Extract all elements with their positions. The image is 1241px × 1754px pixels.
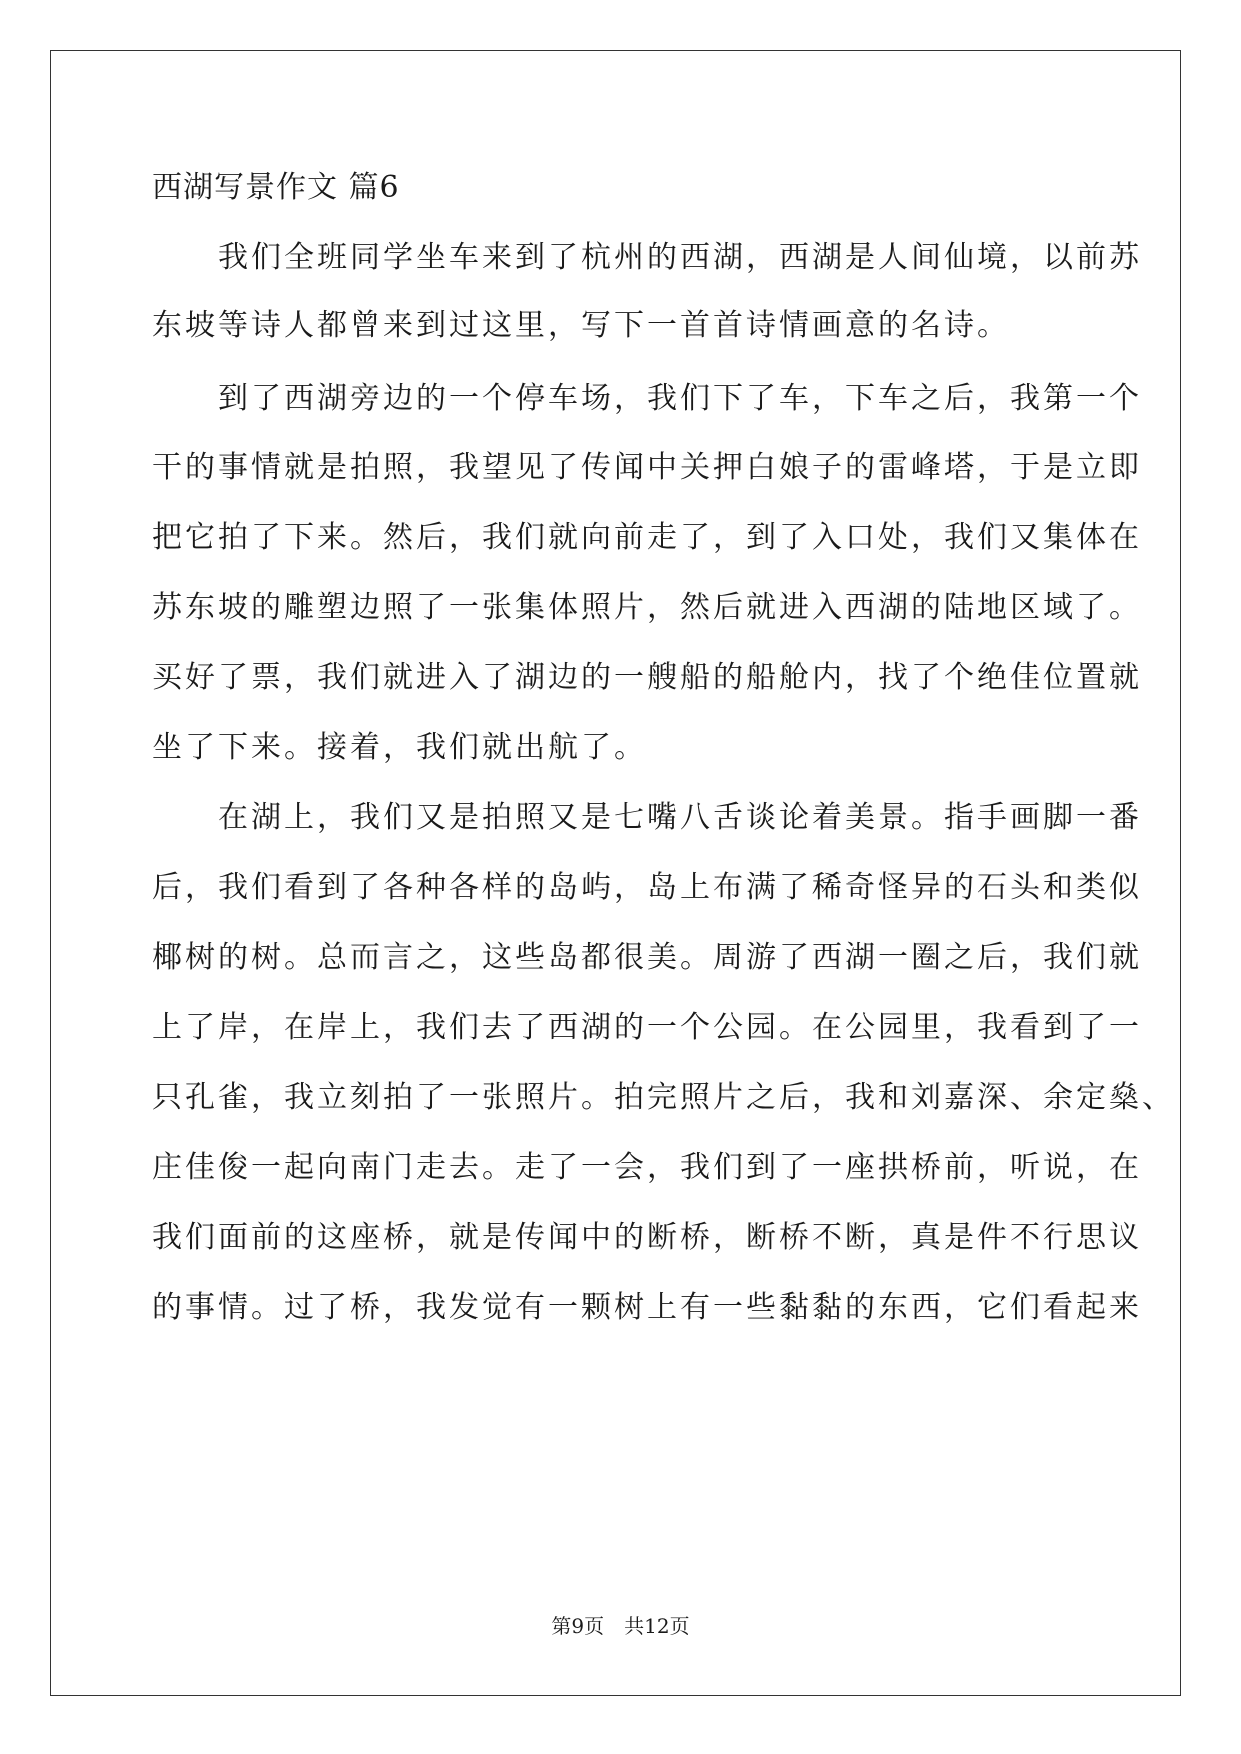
- text-line: 苏东坡的雕塑边照了一张集体照片，然后就进入西湖的陆地区域了。: [152, 590, 1142, 625]
- text-line: 把它拍了下来。然后，我们就向前走了，到了入口处，我们又集体在: [152, 520, 1142, 555]
- document-title: 西湖写景作文 篇6: [152, 170, 400, 205]
- text-line: 的事情。过了桥，我发觉有一颗树上有一些黏黏的东西，它们看起来: [152, 1290, 1142, 1325]
- text-line: 到了西湖旁边的一个停车场，我们下了车，下车之后，我第一个: [152, 381, 1142, 416]
- text-line: 我们面前的这座桥，就是传闻中的断桥，断桥不断，真是件不行思议: [152, 1220, 1142, 1255]
- text-line: 庄佳俊一起向南门走去。走了一会，我们到了一座拱桥前，听说，在: [152, 1150, 1142, 1185]
- text-line: 干的事情就是拍照，我望见了传闻中关押白娘子的雷峰塔，于是立即: [152, 450, 1142, 485]
- text-line: 东坡等诗人都曾来到过这里，写下一首首诗情画意的名诗。: [152, 308, 1010, 343]
- text-line: 上了岸，在岸上，我们去了西湖的一个公园。在公园里，我看到了一: [152, 1010, 1142, 1045]
- text-line: 后，我们看到了各种各样的岛屿，岛上布满了稀奇怪异的石头和类似: [152, 870, 1142, 905]
- text-line: 我们全班同学坐车来到了杭州的西湖，西湖是人间仙境，以前苏: [152, 240, 1142, 275]
- page-number: 第9页 共12页: [551, 1614, 690, 1638]
- text-line: 坐了下来。接着，我们就出航了。: [152, 730, 647, 765]
- text-line: 只孔雀，我立刻拍了一张照片。拍完照片之后，我和刘嘉深、余定燊、: [152, 1080, 1175, 1115]
- text-line: 椰树的树。总而言之，这些岛都很美。周游了西湖一圈之后，我们就: [152, 940, 1142, 975]
- text-line: 在湖上，我们又是拍照又是七嘴八舌谈论着美景。指手画脚一番: [152, 800, 1142, 835]
- text-line: 买好了票，我们就进入了湖边的一艘船的船舱内，找了个绝佳位置就: [152, 660, 1142, 695]
